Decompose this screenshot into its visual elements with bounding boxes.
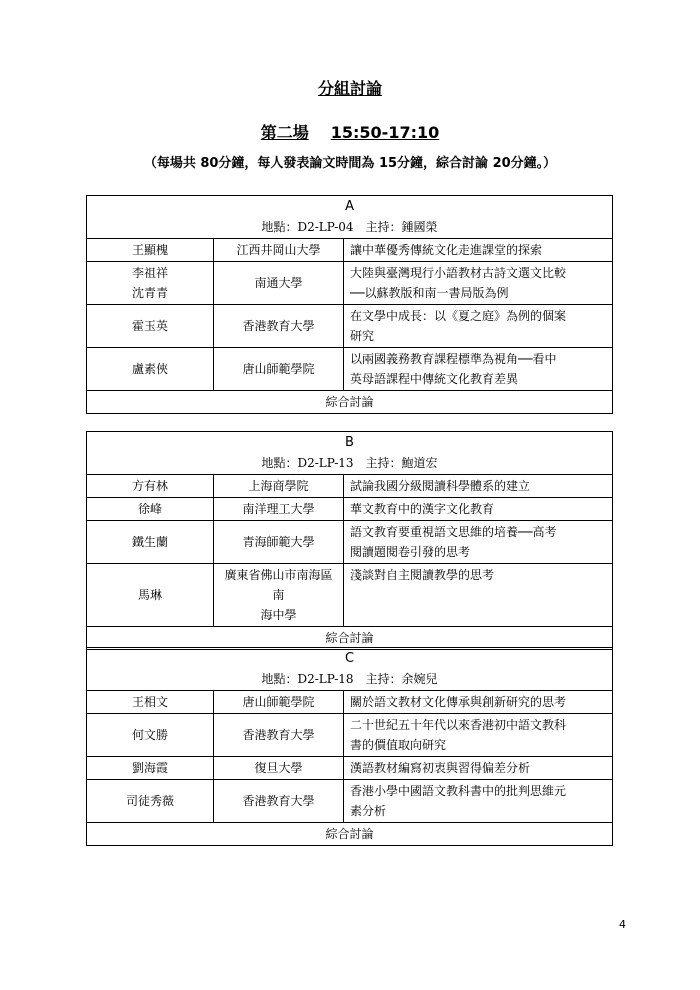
session-header xyxy=(87,648,613,691)
session-header xyxy=(87,432,613,475)
table-row xyxy=(87,348,613,391)
paper-topic: 香港小學中國語文教科書中的批判思維元 素分析 xyxy=(344,780,613,823)
institution: 江西井岡山大學 xyxy=(214,239,344,262)
table-row xyxy=(87,757,613,780)
table-row xyxy=(87,521,613,564)
institution: 南通大學 xyxy=(214,262,344,305)
session-location: 地點：D2-LP-18 主持：余婉兒 xyxy=(261,672,438,686)
page-title: 分組討論 xyxy=(317,79,382,98)
table-row xyxy=(87,498,613,521)
table-row xyxy=(87,564,613,627)
session-table-b xyxy=(86,431,613,650)
session-heading xyxy=(0,120,700,143)
paper-topic: 華文教育中的漢字文化教育 xyxy=(344,498,613,521)
table-row xyxy=(87,305,613,348)
paper-topic: 大陸與臺灣現行小語教材古詩文選文比較 ──以蘇教版和南一書局版為例 xyxy=(344,262,613,305)
session-header xyxy=(87,196,613,239)
presenter-name: 徐峰 xyxy=(87,498,214,521)
session-table-a xyxy=(86,195,613,414)
table-row xyxy=(87,714,613,757)
session-time: 15:50-17:10 xyxy=(330,123,440,142)
session-location: 地點：D2-LP-13 主持：鮑道宏 xyxy=(261,456,438,470)
page-number: 4 xyxy=(619,918,626,931)
session-label: 第二場 xyxy=(260,123,309,142)
general-discussion: 綜合討論 xyxy=(87,627,613,650)
presenter-name: 鐵生蘭 xyxy=(87,521,214,564)
table-row xyxy=(87,691,613,714)
institution: 香港教育大學 xyxy=(214,780,344,823)
table-row xyxy=(87,780,613,823)
institution: 唐山師範學院 xyxy=(214,348,344,391)
presenter-name: 李祖祥 沈青青 xyxy=(87,262,214,305)
presenter-name: 王顯槐 xyxy=(87,239,214,262)
presenter-name: 馬琳 xyxy=(87,564,214,627)
paper-topic: 二十世紀五十年代以來香港初中語文教科 書的價值取向研究 xyxy=(344,714,613,757)
institution: 上海商學院 xyxy=(214,475,344,498)
paper-topic: 淺談對自主閱讀教學的思考 xyxy=(344,564,613,627)
paper-topic: 以兩國義務教育課程標準為視角──看中 英母語課程中傳統文化教育差異 xyxy=(344,348,613,391)
presenter-name: 盧素俠 xyxy=(87,348,214,391)
paper-topic: 漢語教材編寫初衷與習得偏差分析 xyxy=(344,757,613,780)
paper-topic: 語文教育要重視語文思維的培養──高考 閱讀題閱卷引發的思考 xyxy=(344,521,613,564)
institution: 香港教育大學 xyxy=(214,305,344,348)
presenter-name: 何文勝 xyxy=(87,714,214,757)
session-location: 地點：D2-LP-04 主持：鍾國榮 xyxy=(261,220,438,234)
session-letter: B xyxy=(345,435,354,450)
institution: 南洋理工大學 xyxy=(214,498,344,521)
time-note: （每場共 80分鐘，每人發表論文時間為 15分鐘，綜合討論 20分鐘。） xyxy=(143,156,557,171)
table-row xyxy=(87,262,613,305)
paper-topic: 試論我國分級閱讀科學體系的建立 xyxy=(344,475,613,498)
presenter-name: 方有林 xyxy=(87,475,214,498)
table-row xyxy=(87,239,613,262)
institution: 香港教育大學 xyxy=(214,714,344,757)
paper-topic: 在文學中成長：以《夏之庭》為例的個案 研究 xyxy=(344,305,613,348)
paper-topic: 讓中華優秀傳統文化走進課堂的探索 xyxy=(344,239,613,262)
institution: 青海師範大學 xyxy=(214,521,344,564)
session-table-c xyxy=(86,647,613,846)
presenter-name: 霍玉英 xyxy=(87,305,214,348)
institution: 唐山師範學院 xyxy=(214,691,344,714)
paper-topic: 關於語文教材文化傳承與創新研究的思考 xyxy=(344,691,613,714)
general-discussion: 綜合討論 xyxy=(87,391,613,414)
table-row xyxy=(87,475,613,498)
institution: 復旦大學 xyxy=(214,757,344,780)
general-discussion: 綜合討論 xyxy=(87,823,613,846)
presenter-name: 司徒秀薇 xyxy=(87,780,214,823)
presenter-name: 王相文 xyxy=(87,691,214,714)
presenter-name: 劉海霞 xyxy=(87,757,214,780)
session-letter: C xyxy=(344,651,355,666)
institution: 廣東省佛山市南海區南 海中學 xyxy=(214,564,344,627)
session-letter: A xyxy=(345,199,354,214)
